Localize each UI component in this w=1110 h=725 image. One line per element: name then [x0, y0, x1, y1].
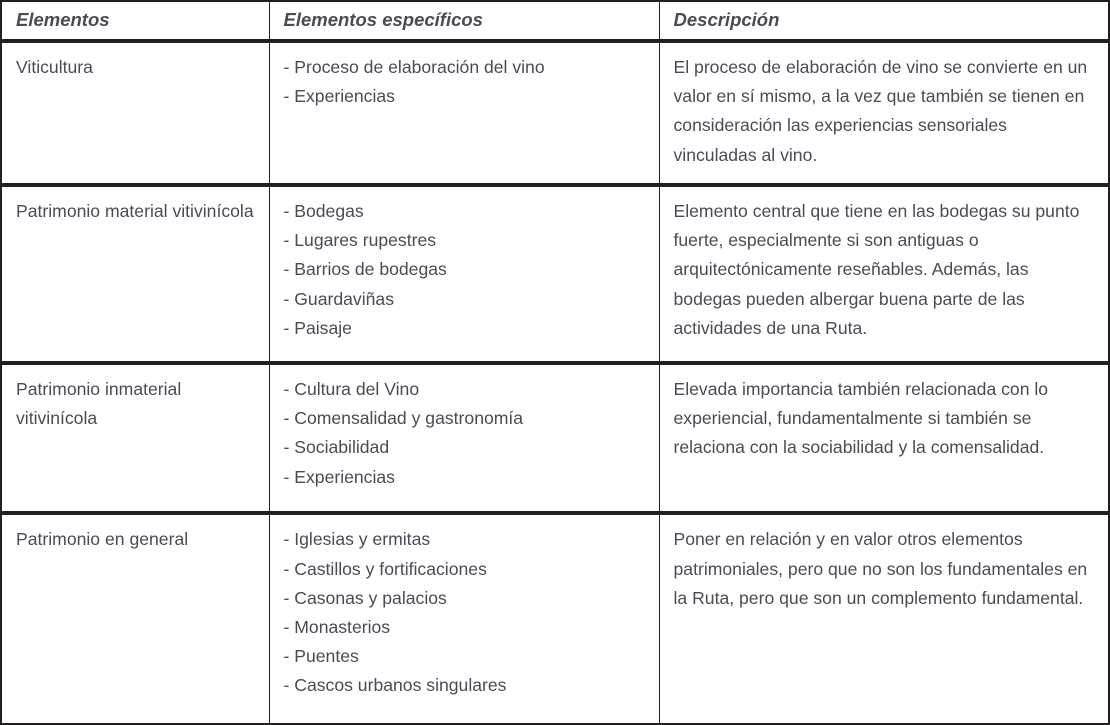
list-item: - Cascos urbanos singulares: [283, 675, 507, 696]
cell-elementos-especificos: [269, 185, 659, 363]
cell-elemento: [2, 363, 269, 513]
cell-descripcion: [659, 513, 1108, 723]
list-item: - Proceso de elaboración del vino: [283, 57, 545, 77]
especificos-list: [284, 197, 647, 343]
elemento-label: Patrimonio material vitivinícola: [16, 201, 254, 222]
descripcion-text: Elevada importancia también relacionada con lo experiencial, fundamentalmente si también se relaciona con la sociabilidad y la comensalidad.: [673, 378, 1049, 458]
elemento-label: Viticultura: [16, 57, 93, 77]
cell-elemento: [2, 41, 269, 185]
elemento-label: Patrimonio inmaterial vitivinícola: [16, 378, 182, 429]
list-item: - Cultura del Vino: [283, 378, 420, 399]
list-item: - Monasterios: [283, 616, 391, 637]
table-row: [2, 363, 1108, 513]
descripcion-text: Elemento central que tiene en las bodegas su punto fuerte, especialmente si son antiguas o arquitectónicamente reseñables. Además, las bodegas pueden albergar buena parte de las actividades de una Ruta.: [673, 201, 1080, 338]
list-item: - Iglesias y ermitas: [283, 529, 431, 550]
table-row: [2, 41, 1108, 185]
cell-descripcion: [659, 363, 1108, 513]
table-row: [2, 513, 1108, 723]
elemento-label: Patrimonio en general: [16, 529, 189, 550]
table-row: [2, 185, 1108, 363]
cell-elementos-especificos: [269, 363, 659, 513]
cell-descripcion: [659, 41, 1108, 185]
list-item: - Barrios de bodegas: [283, 259, 447, 280]
list-item: - Sociabilidad: [283, 437, 390, 458]
cell-descripcion: [659, 185, 1108, 363]
table-header: [2, 2, 1108, 41]
list-item: - Experiencias: [283, 86, 395, 107]
cell-elemento: [2, 185, 269, 363]
column-header-elementos: Elementos: [2, 2, 269, 41]
especificos-list: [284, 53, 647, 111]
list-item: - Castillos y fortificaciones: [283, 558, 487, 579]
table-body: [2, 41, 1108, 723]
especificos-list: [284, 525, 647, 700]
cell-elemento: [2, 513, 269, 723]
table-header-row: [2, 2, 1108, 41]
elements-table: [2, 2, 1108, 723]
cell-elementos-especificos: [269, 41, 659, 185]
list-item: - Lugares rupestres: [283, 230, 437, 251]
list-item: - Bodegas: [283, 201, 364, 222]
column-header-elementos-especificos: Elementos específicos: [269, 2, 659, 41]
list-item: - Guardaviñas: [283, 288, 395, 309]
especificos-list: [284, 375, 647, 492]
list-item: - Experiencias: [283, 466, 395, 487]
list-item: - Comensalidad y gastronomía: [283, 408, 524, 429]
descripcion-text: El proceso de elaboración de vino se convierte en un valor en sí mismo, a la vez que también se tienen en consideración las experiencias sensoriales vinculadas al vino.: [673, 57, 1088, 165]
list-item: - Casonas y palacios: [283, 587, 447, 608]
list-item: - Paisaje: [283, 317, 352, 338]
column-header-descripcion: Descripción: [659, 2, 1108, 41]
cell-elementos-especificos: [269, 513, 659, 723]
list-item: - Puentes: [283, 646, 359, 667]
descripcion-text: Poner en relación y en valor otros elementos patrimoniales, pero que no son los fundamentales en la Ruta, pero que son un complemento fundamental.: [673, 529, 1088, 608]
